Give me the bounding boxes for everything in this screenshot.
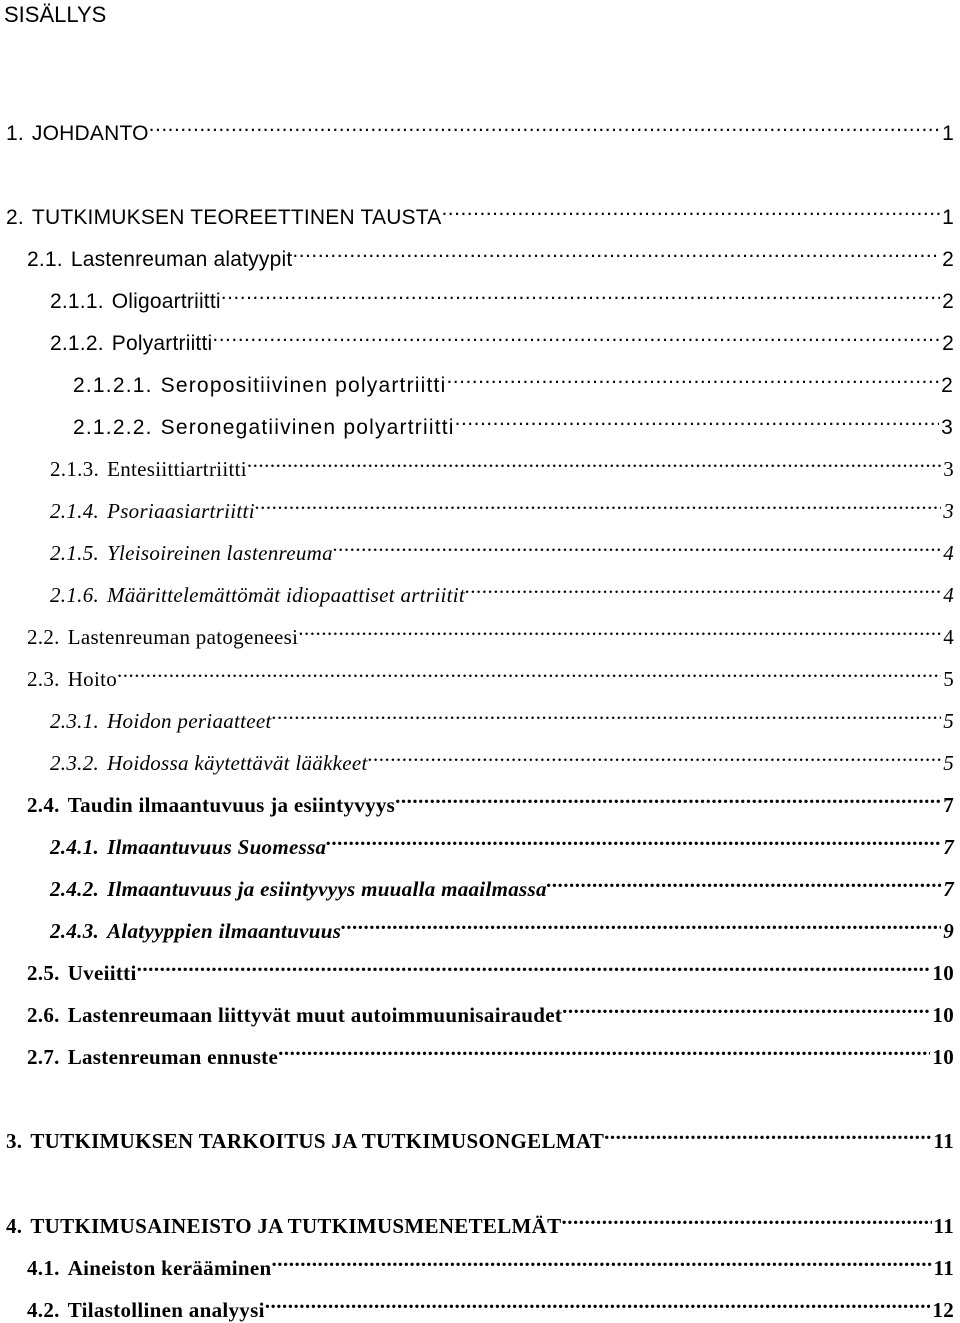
toc-entry-maarittelemattomat[interactable] [50,576,954,607]
toc-entry-oligoartriitti[interactable] [50,282,954,313]
toc-entry-page: 3 [943,499,954,523]
toc-entry-label: Entesiittiartriitti [107,457,247,481]
dot-leader [271,1249,931,1275]
toc-entry-label: Tilastollinen analyysi [67,1298,265,1322]
toc-entry-number: 2.2. [27,625,60,649]
toc-entry-laakkeet[interactable] [50,744,954,775]
toc-entry-number: 4.2. [27,1298,60,1322]
toc-entry-label: Seronegatiivinen polyartriitti [160,416,455,439]
dot-leader [137,954,931,980]
toc-entry-page: 5 [943,667,954,691]
dot-leader [547,870,941,896]
toc-entry-seronegatiivinen[interactable] [73,408,954,439]
toc-entry-page: 1 [942,206,954,229]
dot-leader [326,828,941,854]
dot-leader [255,492,941,518]
toc-entry-number: 2.1.2.1. [73,374,153,397]
toc-entry-number: 2. [6,206,24,229]
toc-entry-number: 3. [6,1129,23,1153]
toc-entry-label: Yleisoireinen lastenreuma [107,541,333,565]
toc-entry-page: 10 [932,1045,954,1069]
dot-leader [149,114,940,140]
toc-entry-yleisoireinen[interactable] [50,534,954,565]
dot-leader [292,240,940,266]
dot-leader [604,1122,931,1148]
toc-entry-number: 4.1. [27,1256,60,1280]
toc-entry-ilmaantuvuus-suomessa[interactable] [50,828,954,859]
dot-leader [368,744,942,770]
toc-entry-polyartriitti[interactable] [50,324,954,355]
dot-leader [117,660,941,686]
toc-entry-label: Hoidossa käytettävät lääkkeet [107,751,368,775]
toc-entry-page: 5 [943,751,954,775]
toc-entry-page: 2 [942,248,954,271]
toc-entry-alatyyppien-ilmaantuvuus[interactable] [50,912,954,943]
toc-entry-number: 2.7. [27,1045,60,1069]
toc-entry-label: TUTKIMUSAINEISTO JA TUTKIMUSMENETELMÄT [30,1214,562,1238]
page-title: SISÄLLYS [4,2,107,27]
toc-entry-number: 2.4.2. [50,877,100,901]
toc-entry-number: 2.1.6. [50,583,100,607]
toc-entry-page: 7 [943,835,954,859]
dot-leader [395,786,941,812]
toc-entry-page: 3 [943,457,954,481]
dot-leader [562,996,930,1022]
toc-entry-label: Polyartriitti [111,332,213,355]
toc-entry-label: Lastenreuman alatyypit [70,248,293,271]
dot-leader [278,1038,930,1064]
dot-leader [333,534,941,560]
toc-entry-aineisto-menetelmat[interactable] [6,1207,954,1238]
toc-entry-page: 2 [941,374,954,397]
toc-entry-number: 2.1.4. [50,499,100,523]
toc-entry-number: 2.3.1. [50,709,100,733]
toc-entry-page: 4 [943,583,954,607]
dot-leader [221,282,940,308]
dot-leader [441,198,940,224]
toc-entry-number: 2.1.2.2. [73,416,153,439]
toc-entry-page: 10 [932,1003,954,1027]
toc-entry-page: 12 [932,1298,954,1322]
toc-entry-label: Oligoartriitti [111,290,221,313]
toc-entry-page: 3 [941,416,954,439]
toc-entry-number: 2.4.1. [50,835,100,859]
dot-leader [341,912,941,938]
toc-entry-page: 2 [942,290,954,313]
dot-leader [265,1291,931,1317]
toc-entry-page: 7 [943,877,954,901]
toc-entry-label: TUTKIMUKSEN TARKOITUS JA TUTKIMUSONGELMAT [30,1129,605,1153]
toc-entry-ilmaantuvuus-maailmassa[interactable] [50,870,954,901]
toc-entry-page: 9 [943,919,954,943]
toc-entry-label: Psoriaasiartriitti [107,499,255,523]
toc-entry-number: 2.5. [27,961,60,985]
toc-entry-page: 11 [933,1256,954,1280]
toc-entry-label: Uveiitti [67,961,137,985]
dot-leader [446,366,939,392]
toc-entry-patogeneesi[interactable] [27,618,954,649]
toc-entry-uveiitti[interactable] [27,954,954,985]
toc-entry-johdanto[interactable] [6,114,954,145]
toc-entry-aineiston-keraaminen[interactable] [27,1249,954,1280]
toc-entry-label: JOHDANTO [31,122,149,145]
toc-entry-page: 7 [943,793,954,817]
toc-entry-label: Hoidon periaatteet [107,709,272,733]
toc-entry-number: 1. [6,122,24,145]
toc-entry-psoriaasiartriitti[interactable] [50,492,954,523]
toc-entry-number: 2.1. [27,248,63,271]
toc-entry-page: 11 [933,1214,954,1238]
toc-entry-label: Lastenreuman ennuste [67,1045,279,1069]
toc-entry-label: Alatyyppien ilmaantuvuus [107,919,342,943]
toc-entry-page: 10 [932,961,954,985]
toc-entry-page: 4 [943,625,954,649]
toc-entry-page: 4 [943,541,954,565]
toc-entry-tilastollinen-analyysi[interactable] [27,1291,954,1322]
toc-entry-number: 2.3.2. [50,751,100,775]
toc-entry-label: Seropositiivinen polyartriitti [160,374,447,397]
dot-leader [455,408,939,434]
dot-leader [465,576,941,602]
toc-entry-teoreettinen-tausta[interactable] [6,198,954,229]
dot-leader [561,1207,931,1233]
toc-entry-tarkoitus[interactable] [6,1122,954,1153]
toc-entry-label: Ilmaantuvuus ja esiintyvyys muualla maailmassa [107,877,547,901]
toc-entry-hoidon-periaatteet[interactable] [50,702,954,733]
toc-entry-entesiittiartriitti[interactable] [50,450,954,481]
toc-entry-number: 4. [6,1214,23,1238]
dot-leader [247,450,941,476]
toc-entry-label: Hoito [67,667,118,691]
toc-entry-hoito[interactable] [27,660,954,691]
toc-entry-label: Aineiston kerääminen [67,1256,272,1280]
toc-entry-page: 11 [933,1129,954,1153]
toc-entry-ilmaantuvuus-esiintyvyys[interactable] [27,786,954,817]
toc-entry-number: 2.3. [27,667,60,691]
toc-entry-alatyypit[interactable] [27,240,954,271]
toc-entry-label: Taudin ilmaantuvuus ja esiintyvyys [67,793,396,817]
toc-entry-number: 2.1.2. [50,332,104,355]
toc-entry-page: 1 [942,122,954,145]
toc-entry-number: 2.4.3. [50,919,100,943]
toc-entry-number: 2.4. [27,793,60,817]
toc-entry-number: 2.6. [27,1003,60,1027]
dot-leader [272,702,942,728]
toc-entry-label: Lastenreuman patogeneesi [67,625,299,649]
toc-entry-label: TUTKIMUKSEN TEOREETTINEN TAUSTA [31,206,442,229]
toc-entry-autoimmuunisairaudet[interactable] [27,996,954,1027]
toc-entry-number: 2.1.3. [50,457,100,481]
dot-leader [212,324,940,350]
toc-entry-ennuste[interactable] [27,1038,954,1069]
toc-entry-label: Määrittelemättömät idiopaattiset artriitit [107,583,465,607]
toc-entry-number: 2.1.1. [50,290,104,313]
toc-entry-page: 2 [942,332,954,355]
toc-entry-label: Ilmaantuvuus Suomessa [107,835,327,859]
toc-entry-number: 2.1.5. [50,541,100,565]
toc-entry-page: 5 [943,709,954,733]
toc-entry-seropositiivinen[interactable] [73,366,954,397]
toc-entry-label: Lastenreumaan liittyvät muut autoimmuunisairaudet [67,1003,563,1027]
dot-leader [298,618,941,644]
